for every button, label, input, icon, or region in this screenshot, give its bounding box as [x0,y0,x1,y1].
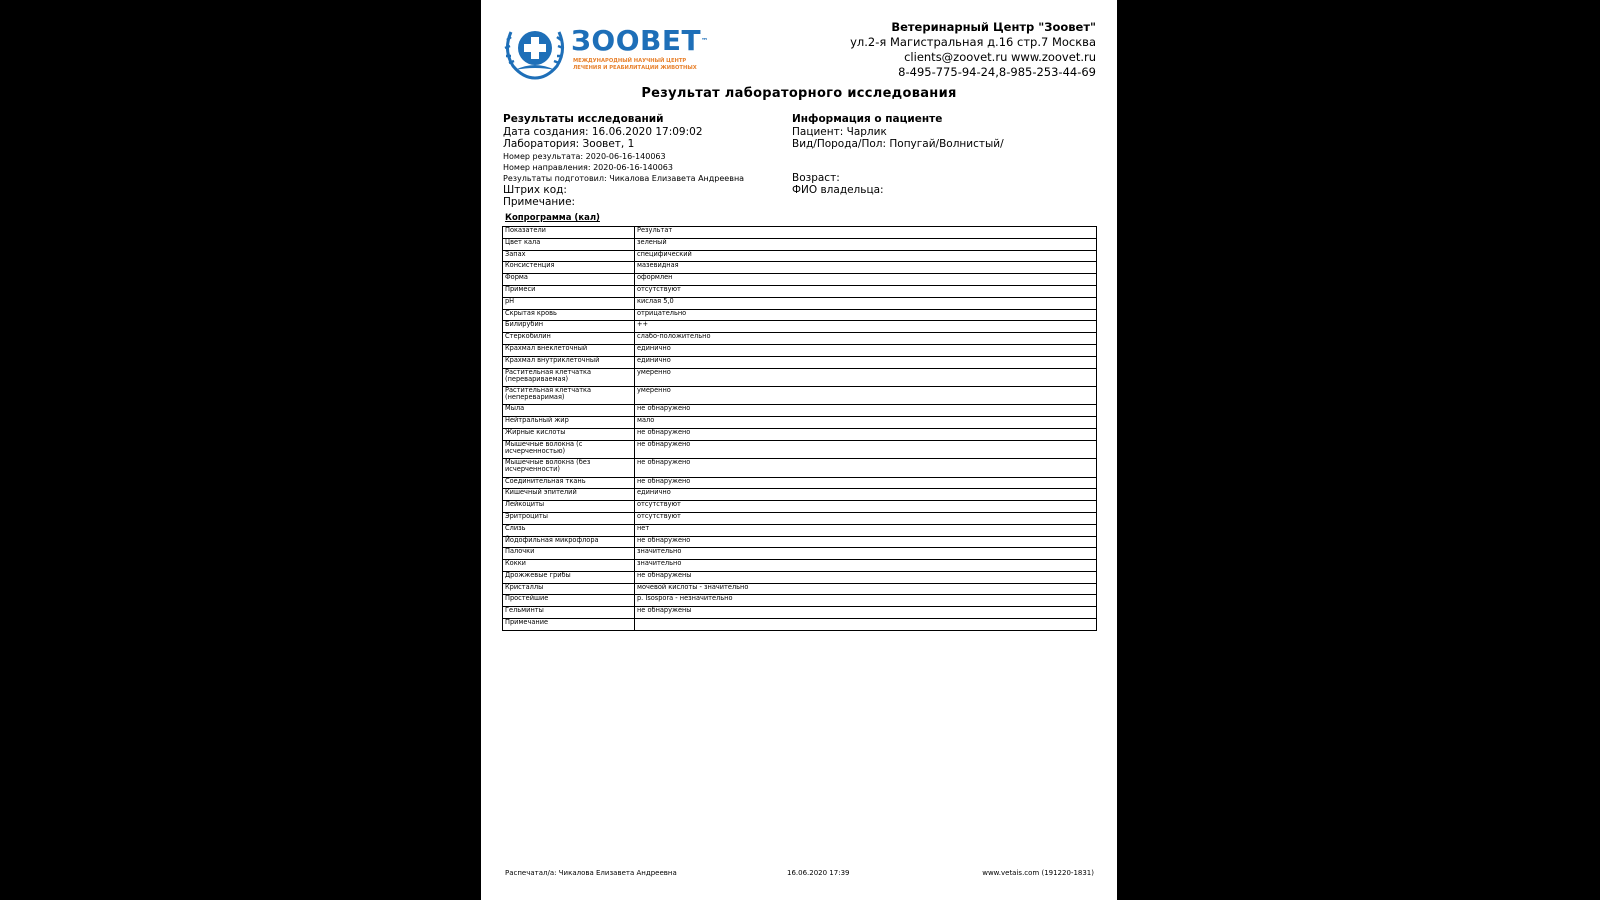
table-row [503,386,1097,404]
parameter-cell: Мышечные волокна (с исчерченностью) [503,440,635,458]
result-cell: оформлен [635,274,1097,286]
clinic-name: Ветеринарный Центр "Зоовет" [891,20,1096,34]
parameter-cell: Цвет кала [503,238,635,250]
result-cell: отсутствуют [635,501,1097,513]
patient-heading: Информация о пациенте [792,113,943,125]
result-cell: отрицательно [635,309,1097,321]
result-cell: единично [635,356,1097,368]
result-cell: зеленый [635,238,1097,250]
patient-info [792,113,1004,197]
table-row [503,368,1097,386]
result-cell: значительно [635,560,1097,572]
parameter-cell: Кристаллы [503,583,635,595]
patient-species: Вид/Порода/Пол: Попугай/Волнистый/ [792,138,1004,150]
table-row [503,440,1097,458]
result-cell: не обнаружены [635,607,1097,619]
parameter-cell: Нейтральный жир [503,417,635,429]
table-row [503,489,1097,501]
result-cell [635,619,1097,631]
table-row [503,356,1097,368]
parameter-cell: Эритроциты [503,512,635,524]
parameter-cell: Консистенция [503,262,635,274]
parameter-cell: Растительная клетчатка (перевариваемая) [503,368,635,386]
parameter-cell: Мышечные волокна (без исчерченности) [503,459,635,477]
result-cell: кислая 5,0 [635,297,1097,309]
document-page [481,0,1117,900]
table-row [503,344,1097,356]
logo-wordmark: ЗООВЕТ™ [571,24,709,57]
parameter-cell: Крахмал внутриклеточный [503,356,635,368]
parameter-cell: pH [503,297,635,309]
referral-number: Номер направления: 2020-06-16-140063 [503,162,673,172]
result-cell: не обнаружено [635,536,1097,548]
table-row [503,285,1097,297]
table-row [503,321,1097,333]
result-cell: ++ [635,321,1097,333]
result-cell: умеренно [635,386,1097,404]
table-row [503,607,1097,619]
table-row [503,560,1097,572]
table-row [503,512,1097,524]
table-row [503,405,1097,417]
parameter-cell: Кокки [503,560,635,572]
result-cell: не обнаружено [635,477,1097,489]
parameter-cell: Мыла [503,405,635,417]
result-cell: мочевой кислоты - значительно [635,583,1097,595]
printed-by: Распечатал/а: Чикалова Елизавета Андреевна [505,869,677,877]
table-row [503,583,1097,595]
parameter-cell: Билирубин [503,321,635,333]
logo-subtitle-line2: ЛЕЧЕНИЯ И РЕАБИЛИТАЦИИ ЖИВОТНЫХ [573,65,697,71]
table-row [503,250,1097,262]
note-label: Примечание: [503,196,576,208]
parameter-cell: Слизь [503,524,635,536]
table-row [503,297,1097,309]
table-row [503,548,1097,560]
patient-age: Возраст: [792,171,840,184]
paw-cross-emblem-icon [501,20,569,80]
parameter-cell: Форма [503,274,635,286]
result-cell: не обнаружены [635,571,1097,583]
created-date: Дата создания: 16.06.2020 17:09:02 [503,125,703,138]
parameter-cell: Йодофильная микрофлора [503,536,635,548]
result-cell: единично [635,344,1097,356]
parameter-cell: Скрытая кровь [503,309,635,321]
parameter-cell: Крахмал внеклеточный [503,344,635,356]
result-cell: не обнаружено [635,440,1097,458]
parameter-cell: Примечание [503,619,635,631]
table-row [503,238,1097,250]
barcode-label: Штрих код: [503,183,567,196]
parameter-cell: Дрожжевые грибы [503,571,635,583]
table-row [503,571,1097,583]
footer-source: www.vetais.com (191220-1831) [982,869,1094,877]
result-cell: отсутствуют [635,512,1097,524]
parameter-cell: Кишечный эпителий [503,489,635,501]
results-table [502,226,1097,631]
result-cell: отсутствуют [635,285,1097,297]
result-cell: p. Isospora - незначительно [635,595,1097,607]
document-title: Результат лабораторного исследования [641,86,957,101]
clinic-phones: 8-495-775-94-24,8-985-253-44-69 [898,65,1096,79]
parameter-cell: Запах [503,250,635,262]
table-row [503,417,1097,429]
result-cell: мало [635,417,1097,429]
table-row [503,619,1097,631]
parameter-cell: Соединительная ткань [503,477,635,489]
result-cell: мазевидная [635,262,1097,274]
header-result: Результат [635,227,1097,239]
result-cell: не обнаружено [635,405,1097,417]
parameter-cell: Жирные кислоты [503,428,635,440]
table-row [503,309,1097,321]
header-parameter: Показатели [503,227,635,239]
result-cell: значительно [635,548,1097,560]
section-title: Копрограмма (кал) [505,213,600,223]
owner-name: ФИО владельца: [792,184,884,196]
clinic-logo [501,20,709,80]
table-row [503,536,1097,548]
table-row [503,262,1097,274]
parameter-cell: Гельминты [503,607,635,619]
result-cell: не обнаружено [635,459,1097,477]
result-cell: нет [635,524,1097,536]
laboratory: Лаборатория: Зоовет, 1 [503,138,635,150]
parameter-cell: Палочки [503,548,635,560]
parameter-cell: Стеркобилин [503,333,635,345]
table-row [503,428,1097,440]
result-cell: умеренно [635,368,1097,386]
table-row [503,477,1097,489]
clinic-contacts: clients@zoovet.ru www.zoovet.ru [904,50,1096,64]
research-heading: Результаты исследований [503,113,664,125]
result-number: Номер результата: 2020-06-16-140063 [503,151,666,161]
parameter-cell: Простейшие [503,595,635,607]
printed-at: 16.06.2020 17:39 [787,869,850,877]
table-row [503,333,1097,345]
parameter-cell: Лейкоциты [503,501,635,513]
table-header-row [503,227,1097,239]
table-row [503,595,1097,607]
research-info [503,113,744,209]
result-cell: не обнаружено [635,428,1097,440]
clinic-info [850,20,1096,80]
parameter-cell: Растительная клетчатка (непереваримая) [503,386,635,404]
table-row [503,459,1097,477]
result-cell: единично [635,489,1097,501]
result-cell: слабо-положительно [635,333,1097,345]
table-row [503,524,1097,536]
prepared-by: Результаты подготовил: Чикалова Елизавета Андреевна [503,173,745,183]
patient-name: Пациент: Чарлик [792,125,887,138]
parameter-cell: Примеси [503,285,635,297]
table-row [503,274,1097,286]
clinic-address: ул.2-я Магистральная д.16 стр.7 Москва [850,35,1096,49]
table-row [503,501,1097,513]
logo-subtitle-line1: МЕЖДУНАРОДНЫЙ НАУЧНЫЙ ЦЕНТР [573,58,687,64]
result-cell: специфический [635,250,1097,262]
